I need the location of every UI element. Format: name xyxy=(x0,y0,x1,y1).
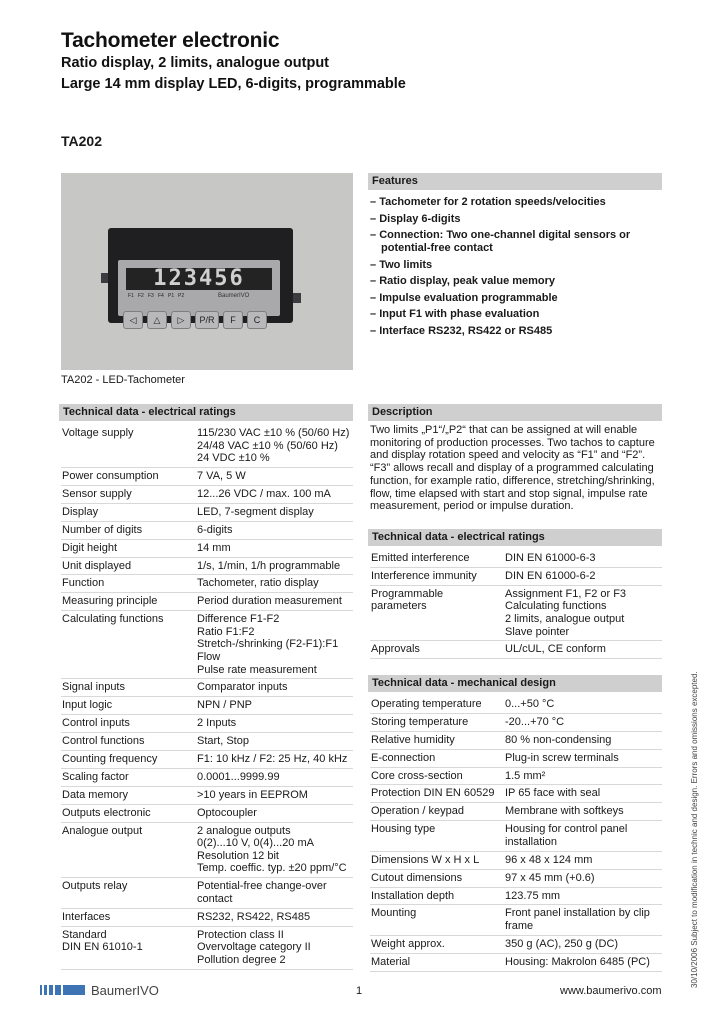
row-label: Emitted interference xyxy=(370,550,504,567)
row-value: 350 g (AC), 250 g (DC) xyxy=(504,935,662,953)
table-row xyxy=(370,935,662,953)
row-value: NPN / PNP xyxy=(196,697,353,715)
row-label: Unit displayed xyxy=(61,557,196,575)
row-value: Comparator inputs xyxy=(196,679,353,697)
electrical-ratings-heading: Technical data - electrical ratings xyxy=(59,404,353,421)
table-row xyxy=(370,905,662,935)
right-arrow-key: ▷ xyxy=(171,311,191,329)
indicator-label: F3 xyxy=(148,293,154,299)
row-label: Display xyxy=(61,503,196,521)
row-value: 0...+50 °C xyxy=(504,696,662,713)
row-value: LED, 7-segment display xyxy=(196,503,353,521)
row-label: Outputs electronic xyxy=(61,804,196,822)
subtitle-2: Large 14 mm display LED, 6-digits, programmable xyxy=(61,76,406,92)
table-row xyxy=(61,503,353,521)
row-value: 12...26 VDC / max. 100 mA xyxy=(196,485,353,503)
row-value: Difference F1-F2 Ratio F1:F2 Stretch-/shrinking (F2-F1):F1 Flow Pulse rate measurement xyxy=(196,611,353,679)
row-value: 7 VA, 5 W xyxy=(196,468,353,486)
device-brand-label: BaumerIVO xyxy=(218,293,250,299)
row-label: Cutout dimensions xyxy=(370,869,504,887)
row-value: 2 Inputs xyxy=(196,715,353,733)
table-row xyxy=(61,715,353,733)
table-row xyxy=(370,550,662,567)
indicator-label: F4 xyxy=(158,293,164,299)
table-row xyxy=(370,641,662,659)
table-row xyxy=(370,567,662,585)
features-list xyxy=(370,196,660,341)
product-photo xyxy=(61,173,353,370)
table-row xyxy=(61,593,353,611)
row-value: Period duration measurement xyxy=(196,593,353,611)
row-label: Input logic xyxy=(61,697,196,715)
row-value: RS232, RS422, RS485 xyxy=(196,908,353,926)
table-row xyxy=(370,887,662,905)
row-label: Core cross-section xyxy=(370,767,504,785)
table-row xyxy=(370,713,662,731)
row-value: 123.75 mm xyxy=(504,887,662,905)
table-row xyxy=(370,803,662,821)
row-value: 1/s, 1/min, 1/h programmable xyxy=(196,557,353,575)
list-item: – Two limits xyxy=(370,259,660,272)
indicator-label: F1 xyxy=(128,293,134,299)
row-value: 115/230 VAC ±10 % (50/60 Hz) 24/48 VAC ±10 % (50/60 Hz) 24 VDC ±10 % xyxy=(196,425,353,468)
indicator-label: P2 xyxy=(178,293,185,299)
row-value: Membrane with softkeys xyxy=(504,803,662,821)
led-display: 123456 xyxy=(126,268,272,290)
table-row xyxy=(370,767,662,785)
row-label: Programmable parameters xyxy=(370,585,504,641)
row-value: 1.5 mm² xyxy=(504,767,662,785)
table-row xyxy=(370,851,662,869)
row-label: Storing temperature xyxy=(370,713,504,731)
table-row xyxy=(61,733,353,751)
row-label: Counting frequency xyxy=(61,751,196,769)
row-value: 2 analogue outputs 0(2)...10 V, 0(4)...20 mA Resolution 12 bit Temp. coeffic. typ. ±20 ppm/°C xyxy=(196,822,353,878)
device-keypad xyxy=(123,311,278,331)
row-label: Weight approx. xyxy=(370,935,504,953)
table-row xyxy=(61,751,353,769)
row-label: Approvals xyxy=(370,641,504,659)
pr-key: P/R xyxy=(195,311,219,329)
row-value: 96 x 48 x 124 mm xyxy=(504,851,662,869)
table-row xyxy=(61,878,353,908)
row-value: Assignment F1, F2 or F3 Calculating functions 2 limits, analogue output Slave pointer xyxy=(504,585,662,641)
row-label: Operating temperature xyxy=(370,696,504,713)
footer-brand: BaumerIVO xyxy=(91,983,159,998)
table-row xyxy=(370,785,662,803)
row-value: Housing: Makrolon 6485 (PC) xyxy=(504,953,662,971)
tachometer-device xyxy=(108,228,293,323)
electrical-ratings-right-heading: Technical data - electrical ratings xyxy=(368,529,662,546)
page-number: 1 xyxy=(356,985,363,997)
row-value: 80 % non-condensing xyxy=(504,731,662,749)
row-label: Operation / keypad xyxy=(370,803,504,821)
row-label: Interfaces xyxy=(61,908,196,926)
row-label: Data memory xyxy=(61,786,196,804)
table-row xyxy=(61,539,353,557)
table-row xyxy=(61,557,353,575)
list-item: – Display 6-digits xyxy=(370,213,660,226)
model-number: TA202 xyxy=(61,133,102,149)
row-value: F1: 10 kHz / F2: 25 Hz, 40 kHz xyxy=(196,751,353,769)
table-row xyxy=(61,468,353,486)
row-label: Outputs relay xyxy=(61,878,196,908)
row-label: Interference immunity xyxy=(370,567,504,585)
table-row xyxy=(61,697,353,715)
table-row xyxy=(370,821,662,851)
row-label: Digit height xyxy=(61,539,196,557)
electrical-ratings-right-table xyxy=(370,550,662,659)
row-value: Tachometer, ratio display xyxy=(196,575,353,593)
table-row xyxy=(61,425,353,468)
row-label: Material xyxy=(370,953,504,971)
f-key: F xyxy=(223,311,243,329)
row-label: Power consumption xyxy=(61,468,196,486)
row-label: Voltage supply xyxy=(61,425,196,468)
row-value: 14 mm xyxy=(196,539,353,557)
description-text: Two limits „P1“/„P2“ that can be assigned at will enable monitoring of production processes. Two tachos to capture and display rotation speed and velocity as “F1” and “F2”. “F3” allows recall and display of a programmed calculating function, for example ratio, difference, stretching/shrinking, flow, time elapsed with start and stop signal, impulse rate measurement, period or impulse duration. xyxy=(370,424,655,513)
footer-url[interactable]: www.baumerivo.com xyxy=(560,985,662,997)
features-heading: Features xyxy=(368,173,662,190)
list-item: – Tachometer for 2 rotation speeds/velocities xyxy=(370,196,660,209)
page-title: Tachometer electronic xyxy=(61,29,280,52)
row-value: 6-digits xyxy=(196,521,353,539)
table-row xyxy=(61,679,353,697)
row-value: >10 years in EEPROM xyxy=(196,786,353,804)
row-value: 0.0001...9999.99 xyxy=(196,768,353,786)
row-value: DIN EN 61000-6-3 xyxy=(504,550,662,567)
list-item: – Interface RS232, RS422 or RS485 xyxy=(370,325,660,338)
list-item: – Input F1 with phase evaluation xyxy=(370,308,660,321)
row-label: Installation depth xyxy=(370,887,504,905)
table-row xyxy=(370,585,662,641)
electrical-ratings-table xyxy=(61,425,353,970)
row-label: Relative humidity xyxy=(370,731,504,749)
row-label: Measuring principle xyxy=(61,593,196,611)
table-row xyxy=(370,731,662,749)
table-row xyxy=(61,575,353,593)
up-arrow-key: △ xyxy=(147,311,167,329)
table-row xyxy=(61,786,353,804)
photo-caption: TA202 - LED-Tachometer xyxy=(61,374,185,386)
table-row xyxy=(61,611,353,679)
table-row xyxy=(61,485,353,503)
mechanical-design-heading: Technical data - mechanical design xyxy=(368,675,662,692)
row-label: Control inputs xyxy=(61,715,196,733)
subtitle-1: Ratio display, 2 limits, analogue output xyxy=(61,55,330,71)
row-label: Calculating functions xyxy=(61,611,196,679)
table-row xyxy=(61,822,353,878)
row-label: Housing type xyxy=(370,821,504,851)
row-value: Start, Stop xyxy=(196,733,353,751)
row-label: Dimensions W x H x L xyxy=(370,851,504,869)
row-label: Function xyxy=(61,575,196,593)
table-row xyxy=(61,804,353,822)
table-row xyxy=(370,869,662,887)
row-label: Number of digits xyxy=(61,521,196,539)
row-value: IP 65 face with seal xyxy=(504,785,662,803)
row-label: Standard DIN EN 61010-1 xyxy=(61,926,196,969)
side-note: 30/10/2006 Subject to modification in technic and design. Errors and omissions excepted. xyxy=(690,671,699,988)
row-label: Scaling factor xyxy=(61,768,196,786)
table-row xyxy=(61,908,353,926)
logo-bars-icon xyxy=(40,985,88,995)
indicator-label: F2 xyxy=(138,293,144,299)
table-row xyxy=(370,953,662,971)
row-label: Sensor supply xyxy=(61,485,196,503)
table-row xyxy=(61,768,353,786)
row-value: Front panel installation by clip frame xyxy=(504,905,662,935)
row-value: Plug-in screw terminals xyxy=(504,749,662,767)
row-label: Signal inputs xyxy=(61,679,196,697)
row-value: DIN EN 61000-6-2 xyxy=(504,567,662,585)
row-label: Mounting xyxy=(370,905,504,935)
row-value: Housing for control panel installation xyxy=(504,821,662,851)
indicator-label: P1 xyxy=(168,293,175,299)
description-heading: Description xyxy=(368,404,662,421)
list-item: – Connection: Two one-channel digital sensors or potential-free contact xyxy=(370,229,660,255)
left-arrow-key: ◁ xyxy=(123,311,143,329)
device-panel xyxy=(118,260,280,316)
row-label: Analogue output xyxy=(61,822,196,878)
table-row xyxy=(61,521,353,539)
table-row xyxy=(61,926,353,969)
table-row xyxy=(370,749,662,767)
row-value: 97 x 45 mm (+0.6) xyxy=(504,869,662,887)
row-value: UL/cUL, CE conform xyxy=(504,641,662,659)
list-item: – Impulse evaluation programmable xyxy=(370,292,660,305)
row-label: Control functions xyxy=(61,733,196,751)
table-row xyxy=(370,696,662,713)
row-value: Optocoupler xyxy=(196,804,353,822)
row-value: -20...+70 °C xyxy=(504,713,662,731)
row-label: E-connection xyxy=(370,749,504,767)
list-item: – Ratio display, peak value memory xyxy=(370,275,660,288)
mechanical-design-table xyxy=(370,696,662,972)
row-label: Protection DIN EN 60529 xyxy=(370,785,504,803)
row-value: Protection class II Overvoltage category II Pollution degree 2 xyxy=(196,926,353,969)
c-key: C xyxy=(247,311,267,329)
row-value: Potential-free change-over contact xyxy=(196,878,353,908)
